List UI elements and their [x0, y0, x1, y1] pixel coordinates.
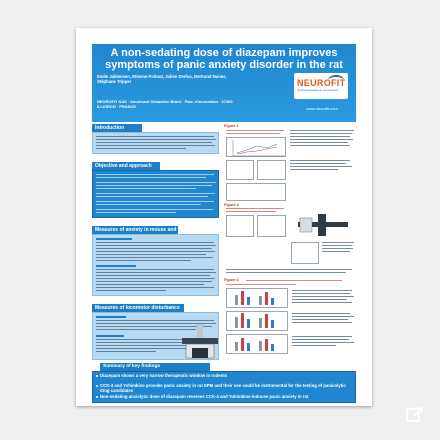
figure-3-plot-a — [226, 288, 288, 308]
website: www.neurofit.com — [306, 106, 338, 111]
section-anxiety-body — [92, 234, 219, 296]
plus-maze-apparatus — [294, 212, 352, 240]
section-locomotor-header: Measures of locomotor disturbance — [92, 304, 184, 312]
figure-2-plot-a — [226, 215, 254, 237]
neurofit-logo — [294, 73, 348, 99]
figure-1-plot-d — [226, 183, 286, 201]
experiment-device-illustration — [180, 324, 220, 366]
figure-2-label: Figure 2 — [224, 203, 239, 207]
dose-response-chart-a — [227, 138, 287, 158]
section-introduction-header: Introduction — [92, 124, 142, 132]
figure-1-label: Figure 1 — [224, 124, 239, 128]
section-anxiety-header: Measures of anxiety in mouse and — [92, 226, 178, 234]
summary-item: Diazepam shows a very narrow therapeutic window in rodents — [100, 373, 228, 378]
figure-3-label: Figure 3 — [224, 278, 239, 282]
summary-item: Non-sedating anxiolytic dose of diazepam reverses CCK-4 and Yohimbine-induces panic anxiety in rat — [100, 394, 309, 399]
logo-tagline: preclinical research in neuroscience — [297, 89, 339, 92]
figure-3-plot-b — [226, 311, 288, 331]
right-column — [224, 124, 356, 364]
figure-2-plot-c — [291, 242, 319, 264]
figure-3-plot-c — [226, 334, 288, 354]
title-banner — [92, 44, 356, 122]
logo-name: NEUROFIT — [297, 78, 346, 88]
section-objective-body — [92, 170, 219, 218]
affiliation: NEUROFIT SAS · boulevard Sébastien Brant · Parc d'innovation · 67400 ILLKIRCH · FRANCE — [97, 99, 233, 109]
figure-1-plot-a — [226, 137, 286, 157]
poster — [76, 28, 372, 406]
authors: Emile Jablensen, Etienne Poitout, Julien Drefus, Bertrand Nunes, Stéphane Tripper — [97, 74, 227, 85]
figure-2-plot-b — [257, 215, 286, 237]
section-introduction-body — [92, 132, 219, 154]
summary-box — [92, 371, 356, 403]
poster-title: A non-sedating dose of diazepam improves symptoms of panic anxiety disorder in the rat — [105, 47, 343, 71]
expand-arrow-icon[interactable] — [405, 405, 425, 425]
figure-1-plot-c — [257, 160, 286, 180]
figure-1-plot-b — [226, 160, 254, 180]
summary-header: Summary of key findings — [100, 363, 210, 371]
summary-item: CCK-4 and Yohimbine provoke panic anxiety in rat EPM and their use could be instrumental for the testing of panicolytic drug candidates — [100, 383, 346, 393]
section-objective-header: Objective and approach — [92, 162, 160, 170]
